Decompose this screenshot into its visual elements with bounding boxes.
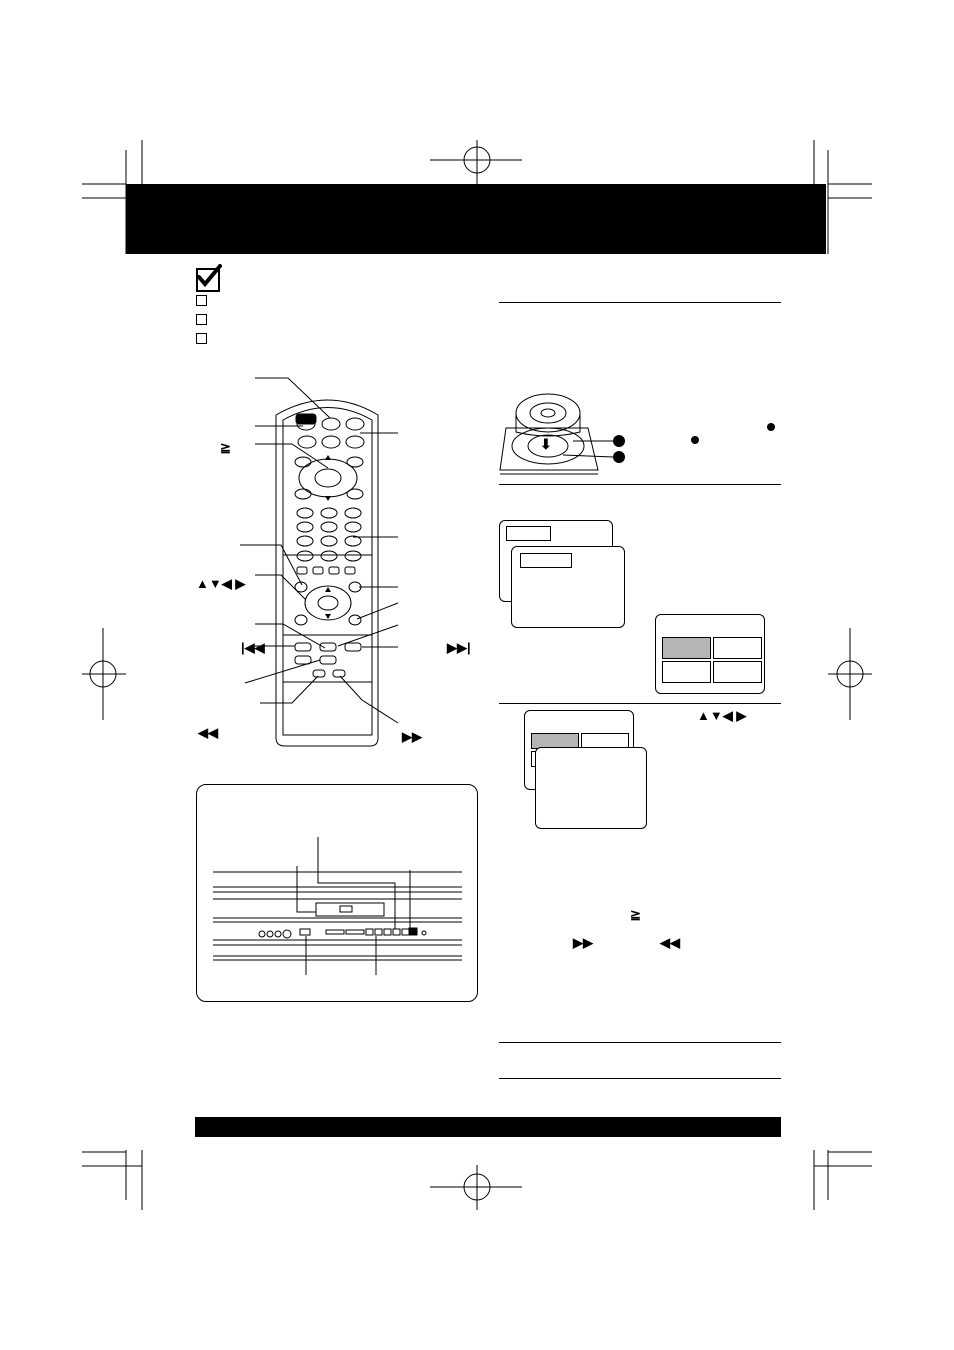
menu-screen-front (511, 546, 625, 628)
menu-item-3[interactable] (662, 661, 711, 683)
menu-item-4[interactable] (713, 661, 762, 683)
fast-forward-icon: ▶▶ (402, 729, 422, 744)
cursor-arrows-icon: ▲▼◀ ▶ (697, 708, 747, 723)
menu-title-box (506, 526, 551, 541)
prev-track-icon: |◀◀ (241, 640, 265, 655)
step-marker-2 (613, 451, 625, 463)
menu-title-box (520, 553, 572, 568)
fast-forward-icon: ▶▶ (573, 935, 593, 950)
playback-screen (535, 747, 647, 829)
ge-symbol: ≧ (220, 440, 231, 455)
rewind-icon: ◀◀ (198, 725, 218, 740)
rewind-icon: ◀◀ (660, 935, 680, 950)
disc-down-arrow-icon: ⬇ (540, 436, 552, 452)
ge-symbol: ≧ (630, 907, 641, 922)
cursor-arrows-icon: ▲▼◀ ▶ (196, 576, 246, 591)
top-menu-screen (655, 614, 765, 694)
menu-item-2[interactable] (713, 637, 762, 659)
step-marker-1 (613, 435, 625, 447)
bullet-dot-2 (767, 423, 775, 431)
menu-item-1[interactable] (662, 637, 711, 659)
next-track-icon: ▶▶| (447, 640, 471, 655)
bullet-dot-1 (691, 436, 699, 444)
